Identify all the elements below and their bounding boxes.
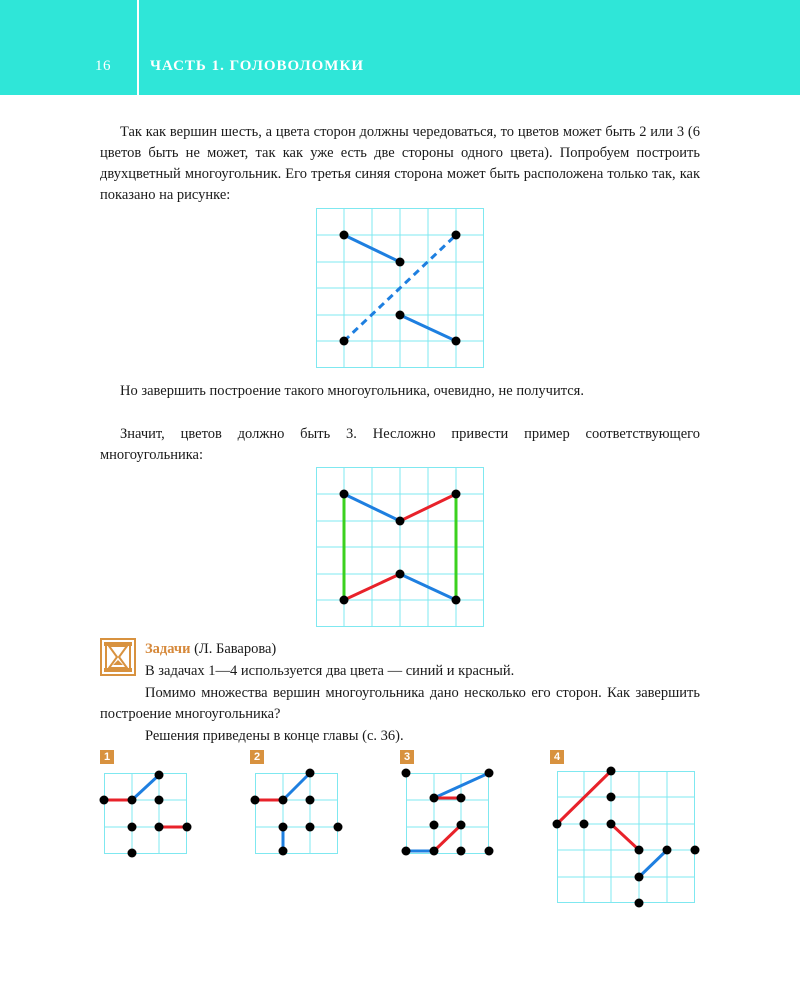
- task-label-3: 3: [400, 750, 414, 764]
- chapter-title: ЧАСТЬ 1. ГОЛОВОЛОМКИ: [150, 58, 365, 74]
- page-header: [0, 0, 800, 95]
- task-1-figure: [98, 767, 194, 859]
- figure-two-color-attempt: [316, 208, 484, 368]
- hourglass-icon: [100, 638, 136, 676]
- task-label-1: 1: [100, 750, 114, 764]
- tasks-line-1: В задачах 1—4 используется два цвета — синий и красный.: [145, 663, 515, 679]
- task-label-4: 4: [550, 750, 564, 764]
- tasks-heading: [145, 639, 276, 660]
- paragraph-2: Но завершить построение такого многоугольника, очевидно, не получится.: [120, 383, 584, 399]
- tasks-author: (Л. Баварова): [190, 641, 277, 657]
- tasks-line-2: Помимо множества вершин многоугольника дано несколько его сторон. Как завершить построение многоугольника?: [100, 685, 700, 722]
- paragraph-3: Значит, цветов должно быть 3. Несложно привести пример соответствующего многоугольника:: [100, 426, 700, 463]
- tasks-title: Задачи: [145, 641, 191, 657]
- task-4-figure: [551, 766, 703, 910]
- task-3-figure: [400, 767, 496, 859]
- page-number: 16: [95, 58, 111, 74]
- header-divider: [137, 0, 139, 95]
- paragraph-1: Так как вершин шесть, а цвета сторон должны чередоваться, то цветов может быть 2 или 3 (6 цветов быть не может, так как уже есть две стороны одного цвета). Попробуем построить двухцветный многоугольник. Его третья синяя сторона может быть расположена только так, как показано на рисунке:: [100, 124, 700, 203]
- task-2-figure: [249, 767, 345, 859]
- figure-three-color-example: [316, 467, 484, 627]
- task-label-2: 2: [250, 750, 264, 764]
- tasks-line-3: Решения приведены в конце главы (с. 36).: [145, 728, 404, 744]
